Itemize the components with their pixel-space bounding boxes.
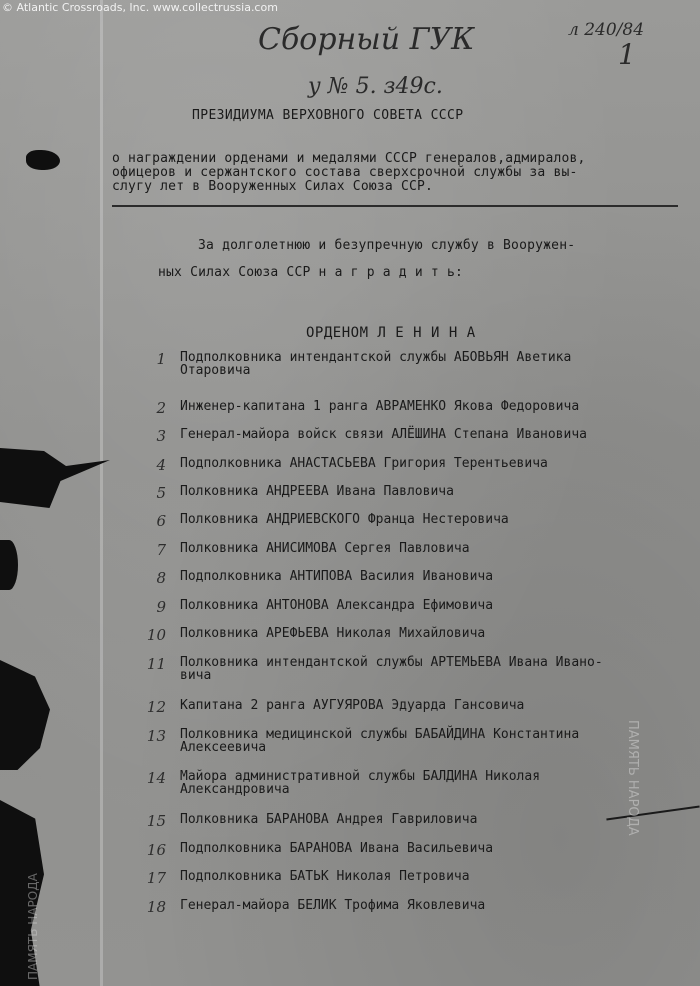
entry-number: 13 [146, 727, 166, 745]
award-entry [0, 569, 700, 597]
entry-number: 9 [156, 598, 166, 616]
entry-number: 16 [146, 841, 166, 859]
entry-number: 15 [146, 812, 166, 830]
handwritten-title: Сборный ГУК [258, 22, 475, 57]
entry-line: Подполковника БАТЬК Николая Петровича [180, 869, 470, 884]
entry-text [180, 870, 470, 883]
intro-line: За долголетнюю и безупречную службу в Вооружен- [198, 238, 576, 253]
side-watermark: ПАМЯТЬ НАРОДА [625, 720, 640, 836]
entry-text [180, 485, 454, 498]
entry-number: 14 [146, 769, 166, 787]
entry-line: Генерал-майора войск связи АЛЁШИНА Степана Ивановича [180, 427, 587, 442]
award-entry [0, 869, 700, 897]
award-entry [0, 655, 700, 683]
entry-line: Капитана 2 ранга АУГУЯРОВА Эдуарда Гансовича [180, 698, 525, 713]
award-entry [0, 350, 700, 378]
entry-line: Алексеевича [180, 740, 267, 755]
award-entry [0, 484, 700, 512]
decree-preamble [112, 152, 586, 194]
award-entry [0, 626, 700, 654]
entry-line: Полковника АРЕФЬЕВА Николая Михайловича [180, 626, 486, 641]
entry-text [180, 728, 579, 754]
award-entry [0, 456, 700, 484]
paper-tear [0, 540, 18, 590]
preamble-line: о награждении орденами и медалями СССР генералов,адмиралов, [112, 151, 586, 166]
entry-number: 6 [156, 512, 166, 530]
entry-number: 18 [146, 898, 166, 916]
entry-number: 4 [156, 456, 166, 474]
entry-text [180, 542, 470, 555]
award-entry [0, 698, 700, 726]
entry-line: Майора административной службы БАЛДИНА Николая [180, 769, 541, 784]
entry-line: Инженер-капитана 1 ранга АВРАМЕНКО Якова Федоровича [180, 399, 580, 414]
entry-number: 1 [156, 350, 166, 368]
entry-line: Генерал-майора БЕЛИК Трофима Яковлевича [180, 898, 486, 913]
entry-text [180, 842, 493, 855]
watermark: © Atlantic Crossroads, Inc. www.collectrussia.com [2, 1, 278, 14]
entry-line: Отаровича [180, 363, 251, 378]
entry-number: 2 [156, 399, 166, 417]
preamble-line: офицеров и сержантского состава сверхсрочной службы за вы- [112, 165, 578, 180]
entry-text [180, 428, 587, 441]
handwritten-page-number: 1 [618, 38, 636, 71]
handwritten-reference: у № 5. з49с. [308, 74, 443, 99]
entry-text [180, 351, 571, 377]
entry-line: Подполковника АНТИПОВА Василия Ивановича [180, 569, 494, 584]
entry-text [180, 770, 540, 796]
award-entry [0, 598, 700, 626]
entry-line: Подполковника БАРАНОВА Ивана Васильевича [180, 841, 494, 856]
entry-text [180, 570, 493, 583]
entry-number: 7 [156, 541, 166, 559]
entry-line: Полковника медицинской службы БАБАЙДИНА Константина [180, 727, 580, 742]
intro-line: ных Силах Союза ССР н а г р а д и т ь: [158, 265, 464, 280]
entry-line: Полковника АНТОНОВА Александра Ефимовича [180, 598, 494, 613]
award-entry [0, 898, 700, 926]
entry-text [180, 699, 524, 712]
entry-line: Полковника АНДРИЕВСКОГО Франца Нестеровича [180, 512, 509, 527]
entry-text [180, 513, 509, 526]
entry-line: Александровича [180, 782, 290, 797]
entry-line: Подполковника АНАСТАСЬЕВА Григория Терентьевича [180, 456, 548, 471]
divider-line [112, 205, 678, 207]
entry-text [180, 400, 579, 413]
entry-number: 8 [156, 569, 166, 587]
entry-text [180, 813, 477, 826]
preamble-line: слугу лет в Вооруженных Силах Союза ССР. [112, 179, 434, 194]
entry-line: Полковника интендантской службы АРТЕМЬЕВА Ивана Ивано- [180, 655, 603, 670]
paper-hole [26, 150, 60, 170]
entry-line: Полковника БАРАНОВА Андрея Гавриловича [180, 812, 478, 827]
entry-line: Полковника АНДРЕЕВА Ивана Павловича [180, 484, 454, 499]
entry-line: Подполковника интендантской службы АБОВЬЯН Аветика [180, 350, 572, 365]
entry-number: 12 [146, 698, 166, 716]
award-entry [0, 399, 700, 427]
entry-text [180, 656, 603, 682]
presidium-heading: ПРЕЗИДИУМА ВЕРХОВНОГО СОВЕТА СССР [192, 108, 464, 123]
award-entry [0, 427, 700, 455]
entry-text [180, 627, 485, 640]
award-entry [0, 727, 700, 755]
entry-number: 10 [146, 626, 166, 644]
entry-number: 5 [156, 484, 166, 502]
entry-number: 3 [156, 427, 166, 445]
award-entry [0, 769, 700, 797]
entry-line: вича [180, 668, 212, 683]
order-heading: ОРДЕНОМ Л Е Н И Н А [306, 325, 476, 341]
entry-text [180, 457, 548, 470]
handwritten-doc-number: л 240/84 [568, 20, 645, 40]
entry-number: 11 [146, 655, 166, 673]
entry-line: Полковника АНИСИМОВА Сергея Павловича [180, 541, 470, 556]
award-entry [0, 541, 700, 569]
side-watermark: ПАМЯТЬ НАРОДА [26, 873, 40, 980]
award-entry [0, 841, 700, 869]
entry-number: 17 [146, 869, 166, 887]
award-entry [0, 812, 700, 840]
award-entry [0, 512, 700, 540]
entry-text [180, 599, 493, 612]
entry-text [180, 899, 485, 912]
